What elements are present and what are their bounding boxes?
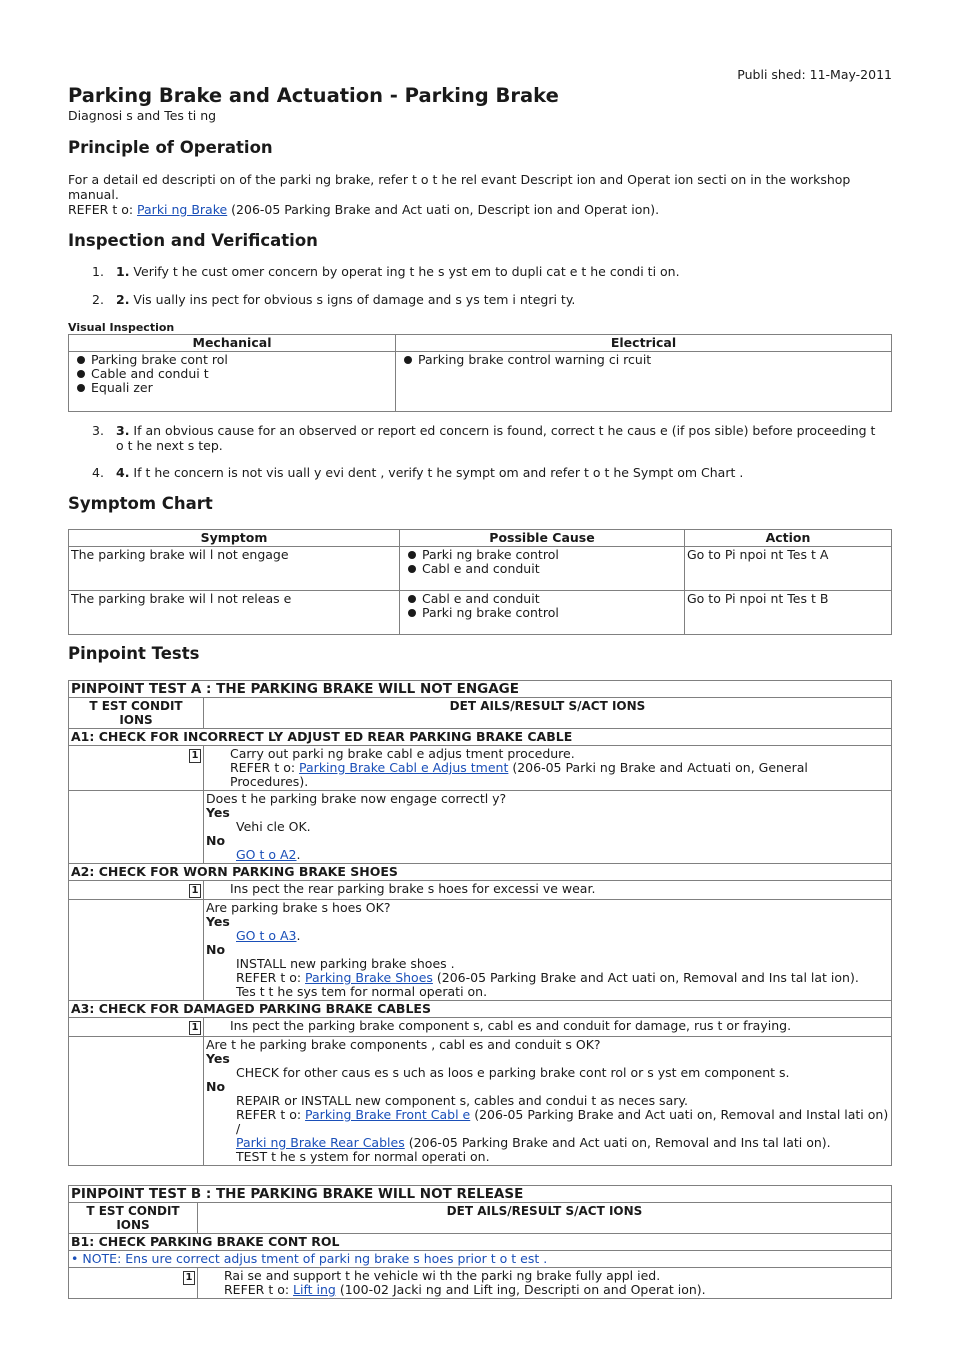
cause-cell xyxy=(400,591,685,635)
refer-suffix: (206-05 Parking Brake and Act uati on, Descript ion and Operat ion). xyxy=(227,202,660,217)
col-test-conditions: T EST CONDIT IONS xyxy=(69,698,204,729)
col-details: DET AILS/RESULT S/ACT IONS xyxy=(198,1203,892,1234)
visual-inspection-table xyxy=(68,334,892,412)
brake-shoes-link[interactable]: Parking Brake Shoes xyxy=(305,970,433,985)
step-cell xyxy=(69,881,204,900)
a3-title: A3: CHECK FOR DAMAGED PARKING BRAKE CABLES xyxy=(69,1001,892,1018)
inspection-heading: Inspection and Verification xyxy=(68,231,318,250)
no-label: No xyxy=(206,1079,226,1094)
step-number: 4. xyxy=(92,465,104,480)
col-symptom: Symptom xyxy=(69,530,400,547)
list-item: Equali zer xyxy=(91,381,393,395)
b1-refer: REFER t o: Lift ing (100-02 Jacki ng and Lift ing, Descripti on and Operat ion). xyxy=(224,1282,706,1297)
parking-brake-link[interactable]: Parki ng Brake xyxy=(137,202,228,217)
step-badge: 1 xyxy=(189,884,201,898)
step-number: 3. xyxy=(92,423,104,438)
refer-prefix: REFER t o: xyxy=(68,202,138,217)
step-text: 4. If t he concern is not vis uall y evi dent , verify t he sympt om and refer t o t he Sympt om Chart . xyxy=(116,465,744,480)
electrical-cell xyxy=(396,352,892,412)
lifting-link[interactable]: Lift ing xyxy=(293,1282,336,1297)
published-date: Publi shed: 11-May-2011 xyxy=(737,67,892,82)
col-possible-cause: Possible Cause xyxy=(400,530,685,547)
action-cell: Go to Pi npoi nt Tes t A xyxy=(685,547,892,591)
a1-yes-text: Vehi cle OK. xyxy=(236,819,311,834)
a3-text: Ins pect the parking brake component s, cabl es and conduit for damage, rus t or fraying. xyxy=(230,1018,792,1033)
list-item: Cabl e and conduit xyxy=(422,592,682,606)
symptom-cell: The parking brake wil l not engage xyxy=(69,547,400,591)
symptom-cell: The parking brake wil l not releas e xyxy=(69,591,400,635)
pinpoint-heading: Pinpoint Tests xyxy=(68,644,200,663)
empty-cell xyxy=(69,1037,204,1166)
a1-details xyxy=(204,746,892,791)
a3-details xyxy=(204,1018,892,1037)
symptom-heading: Symptom Chart xyxy=(68,494,213,513)
step-cell xyxy=(69,746,204,791)
a3-question-cell xyxy=(204,1037,892,1166)
step-number: 1. xyxy=(92,264,104,279)
yes-label: Yes xyxy=(206,805,230,820)
rear-cables-link[interactable]: Parki ng Brake Rear Cables xyxy=(236,1135,405,1150)
step-cell xyxy=(69,1268,198,1299)
a2-title: A2: CHECK FOR WORN PARKING BRAKE SHOES xyxy=(69,864,892,881)
no-label: No xyxy=(206,942,226,957)
empty-cell xyxy=(69,900,204,1001)
col-test-conditions: T EST CONDIT IONS xyxy=(69,1203,198,1234)
a3-test-text: TEST t he s ystem for normal operati on. xyxy=(236,1149,490,1164)
a1-no-text: GO t o A2. xyxy=(236,847,301,862)
a1-refer: REFER t o: Parking Brake Cabl e Adjus tment (206-05 Parki ng Brake and Actuati on, General Procedures). xyxy=(230,760,808,789)
step-badge: 1 xyxy=(183,1271,195,1285)
principle-heading: Principle of Operation xyxy=(68,138,273,157)
step-badge: 1 xyxy=(189,749,201,763)
test-a-title: PINPOINT TEST A : THE PARKING BRAKE WILL NOT ENGAGE xyxy=(69,681,892,698)
a2-details xyxy=(204,881,892,900)
b1-text: Rai se and support t he vehicle wi th the parki ng brake fully appl ied. xyxy=(224,1268,661,1283)
list-item: Parki ng brake control xyxy=(422,548,682,562)
list-item: Parking brake control warning ci rcuit xyxy=(418,353,889,367)
a3-refer-2: Parki ng Brake Rear Cables (206-05 Parking Brake and Act uati on, Removal and Ins tal lati on). xyxy=(236,1135,831,1150)
a2-yes-text: GO t o A3. xyxy=(236,928,301,943)
col-action: Action xyxy=(685,530,892,547)
table-row xyxy=(69,591,892,635)
cause-cell xyxy=(400,547,685,591)
page-title: Parking Brake and Actuation - Parking Brake xyxy=(68,84,559,107)
front-cable-link[interactable]: Parking Brake Front Cabl e xyxy=(305,1107,471,1122)
a3-yes-text: CHECK for other caus es s uch as loos e parking brake cont rol or s yst em component s. xyxy=(236,1065,790,1080)
a1-text: Carry out parki ng brake cabl e adjus tment procedure. xyxy=(230,746,575,761)
a3-refer-1: REFER t o: Parking Brake Front Cabl e (206-05 Parking Brake and Act uati on, Removal and Instal lati on) / xyxy=(236,1107,889,1136)
a1-title: A1: CHECK FOR INCORRECT LY ADJUST ED REAR PARKING BRAKE CABLE xyxy=(69,729,892,746)
principle-description: For a detail ed descripti on of the parki ng brake, refer t o t he rel evant Descript ion and Operat ion secti on in the workshop manual. xyxy=(68,172,851,202)
list-item: Parki ng brake control xyxy=(422,606,682,620)
col-mechanical: Mechanical xyxy=(69,335,396,352)
list-item: Cabl e and conduit xyxy=(422,562,682,576)
pinpoint-test-b-table xyxy=(68,1185,892,1299)
yes-label: Yes xyxy=(206,914,230,929)
goto-a3-link[interactable]: GO t o A3 xyxy=(236,928,297,943)
cable-adjustment-link[interactable]: Parking Brake Cabl e Adjus tment xyxy=(299,760,509,775)
step-text: 1. Verify t he cust omer concern by operat ing t he s yst em to dupli cat e t he condi ti on. xyxy=(116,264,680,279)
principle-refer xyxy=(68,202,892,217)
symptom-chart-table xyxy=(68,529,892,635)
a3-no-text: REPAIR or INSTALL new component s, cables and condui t as neces sary. xyxy=(236,1093,688,1108)
visual-inspection-label: Visual Inspection xyxy=(68,321,175,334)
step-cell xyxy=(69,1018,204,1037)
step-text: 2. Vis ually ins pect for obvious s igns of damage and s ys tem i ntegri ty. xyxy=(116,292,576,307)
action-cell: Go to Pi npoi nt Tes t B xyxy=(685,591,892,635)
col-details: DET AILS/RESULT S/ACT IONS xyxy=(204,698,892,729)
step-text: 3. If an obvious cause for an observed or report ed concern is found, correct t he caus e (if pos sible) before proceeding t o t he next s tep. xyxy=(116,423,876,453)
list-item: Cable and condui t xyxy=(91,367,393,381)
b1-details xyxy=(198,1268,892,1299)
a2-no-text: INSTALL new parking brake shoes . xyxy=(236,956,455,971)
a1-question: Does t he parking brake now engage correctl y? xyxy=(206,791,507,806)
page-subtitle: Diagnosi s and Tes ti ng xyxy=(68,108,217,123)
test-b-title: PINPOINT TEST B : THE PARKING BRAKE WILL NOT RELEASE xyxy=(69,1186,892,1203)
mechanical-cell xyxy=(69,352,396,412)
a2-refer: REFER t o: Parking Brake Shoes (206-05 Parking Brake and Act uati on, Removal and Ins tal lat ion). xyxy=(236,970,859,985)
list-item: Parking brake cont rol xyxy=(91,353,393,367)
a2-test-text: Tes t t he sys tem for normal operati on. xyxy=(236,984,488,999)
pinpoint-test-a-table xyxy=(68,680,892,1166)
b1-note: • NOTE: Ens ure correct adjus tment of parki ng brake s hoes prior t o t est . xyxy=(69,1251,892,1268)
step-number: 2. xyxy=(92,292,104,307)
principle-text xyxy=(68,172,892,217)
table-row xyxy=(69,547,892,591)
a3-question: Are t he parking brake components , cabl es and conduit s OK? xyxy=(206,1037,601,1052)
no-label: No xyxy=(206,833,226,848)
a1-question-cell xyxy=(204,791,892,864)
a2-question-cell xyxy=(204,900,892,1001)
goto-a2-link[interactable]: GO t o A2 xyxy=(236,847,297,862)
col-electrical: Electrical xyxy=(396,335,892,352)
a2-question: Are parking brake s hoes OK? xyxy=(206,900,391,915)
step-badge: 1 xyxy=(189,1021,201,1035)
a2-text: Ins pect the rear parking brake s hoes for excessi ve wear. xyxy=(230,881,596,896)
empty-cell xyxy=(69,791,204,864)
yes-label: Yes xyxy=(206,1051,230,1066)
b1-title: B1: CHECK PARKING BRAKE CONT ROL xyxy=(69,1234,892,1251)
